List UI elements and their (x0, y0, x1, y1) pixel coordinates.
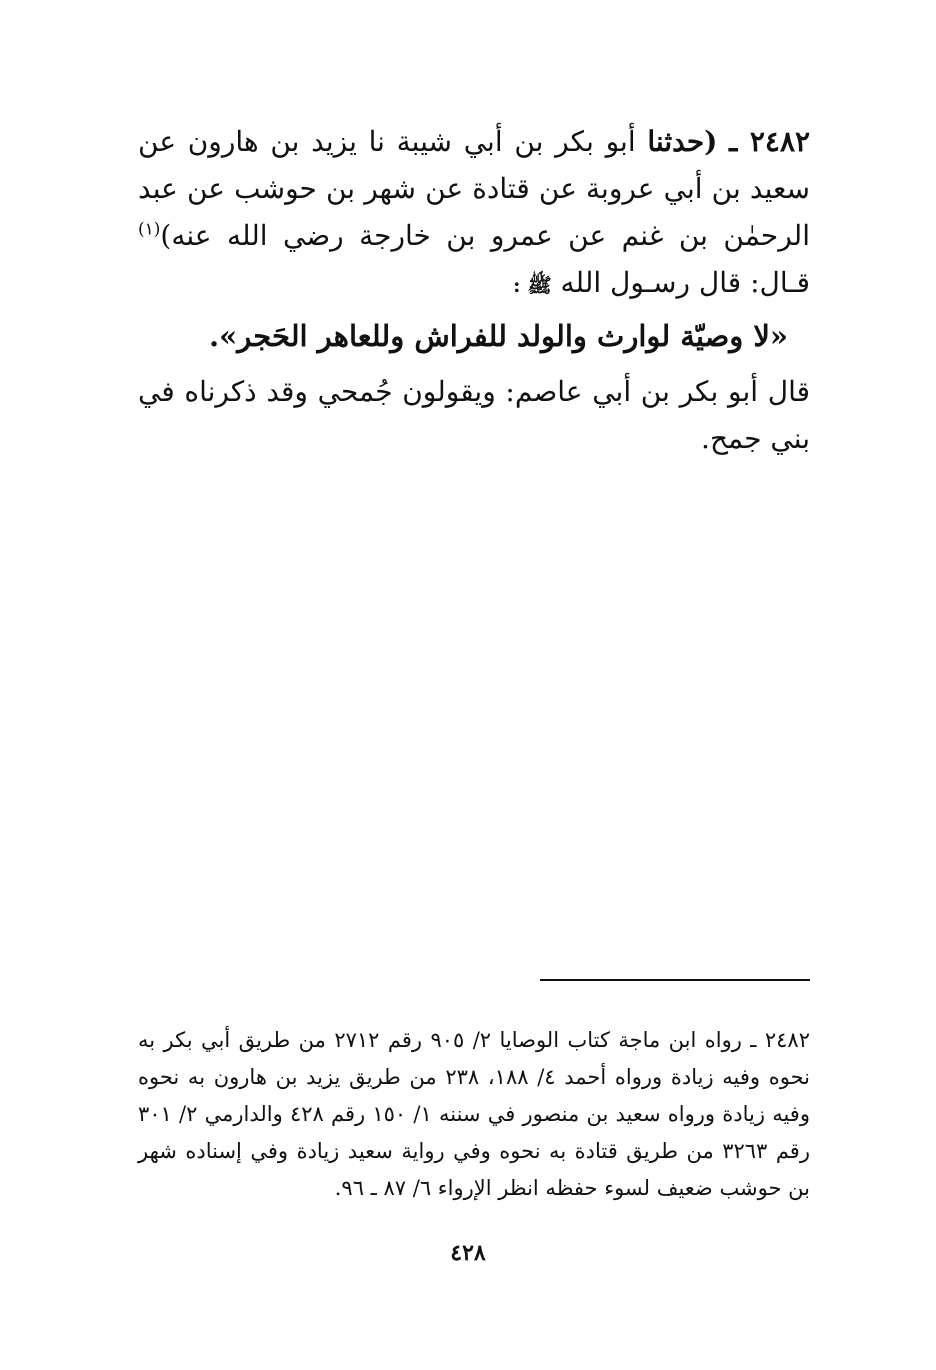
prophet-saying-intro: قـال: قال رسـول الله (560, 266, 810, 299)
narration-chain: أبو بكر بن أبي شيبة نا يزيد بن هارون عن سعيد بن أبي عروبة عن قتادة عن شهر بن حوشب عن عبد الرحمٰن بن غنم عن عمرو بن خارجة رضي الله عنه) (138, 125, 810, 252)
page-number: ٤٢٨ (450, 1240, 486, 1266)
commentary: قال أبو بكر بن أبي عاصم: ويقولون جُمحي وقد ذكرناه في بني جمح. (138, 375, 810, 455)
salutation: ﷺ : (513, 273, 552, 297)
hadith-quote: «لا وصيّة لوارث والولد للفراش وللعاهر الحَجر». (209, 319, 788, 353)
opening-word: (حدثنا (647, 125, 718, 158)
footnotes (138, 1022, 810, 1207)
hadith-number: ٢٤٨٢ ـ (729, 125, 811, 158)
main-text (138, 118, 810, 462)
footnote-separator (540, 979, 810, 981)
footnote-text: ٢٤٨٢ ـ رواه ابن ماجة كتاب الوصايا ٢/ ٩٠٥ رقم ٢٧١٢ من طريق أبي بكر به نحوه وفيه زيادة ورواه أحمد ٤/ ١٨٨، ٢٣٨ من طريق يزيد بن هارون به نحوه وفيه زيادة ورواه سعيد بن منصور في سننه ١/ ١٥٠ رقم ٤٢٨ والدارمي ٢/ ٣٠١ رقم ٣٢٦٣ من طريق قتادة به نحوه وفي رواية سعيد زيادة وفي إسناده شهر بن حوشب ضعيف لسوء حفظه انظر الإرواء ٦/ ٨٧ ـ ٩٦. (138, 1028, 810, 1200)
hadith-paragraph (138, 118, 810, 309)
footnote-reference: (١) (138, 219, 161, 240)
